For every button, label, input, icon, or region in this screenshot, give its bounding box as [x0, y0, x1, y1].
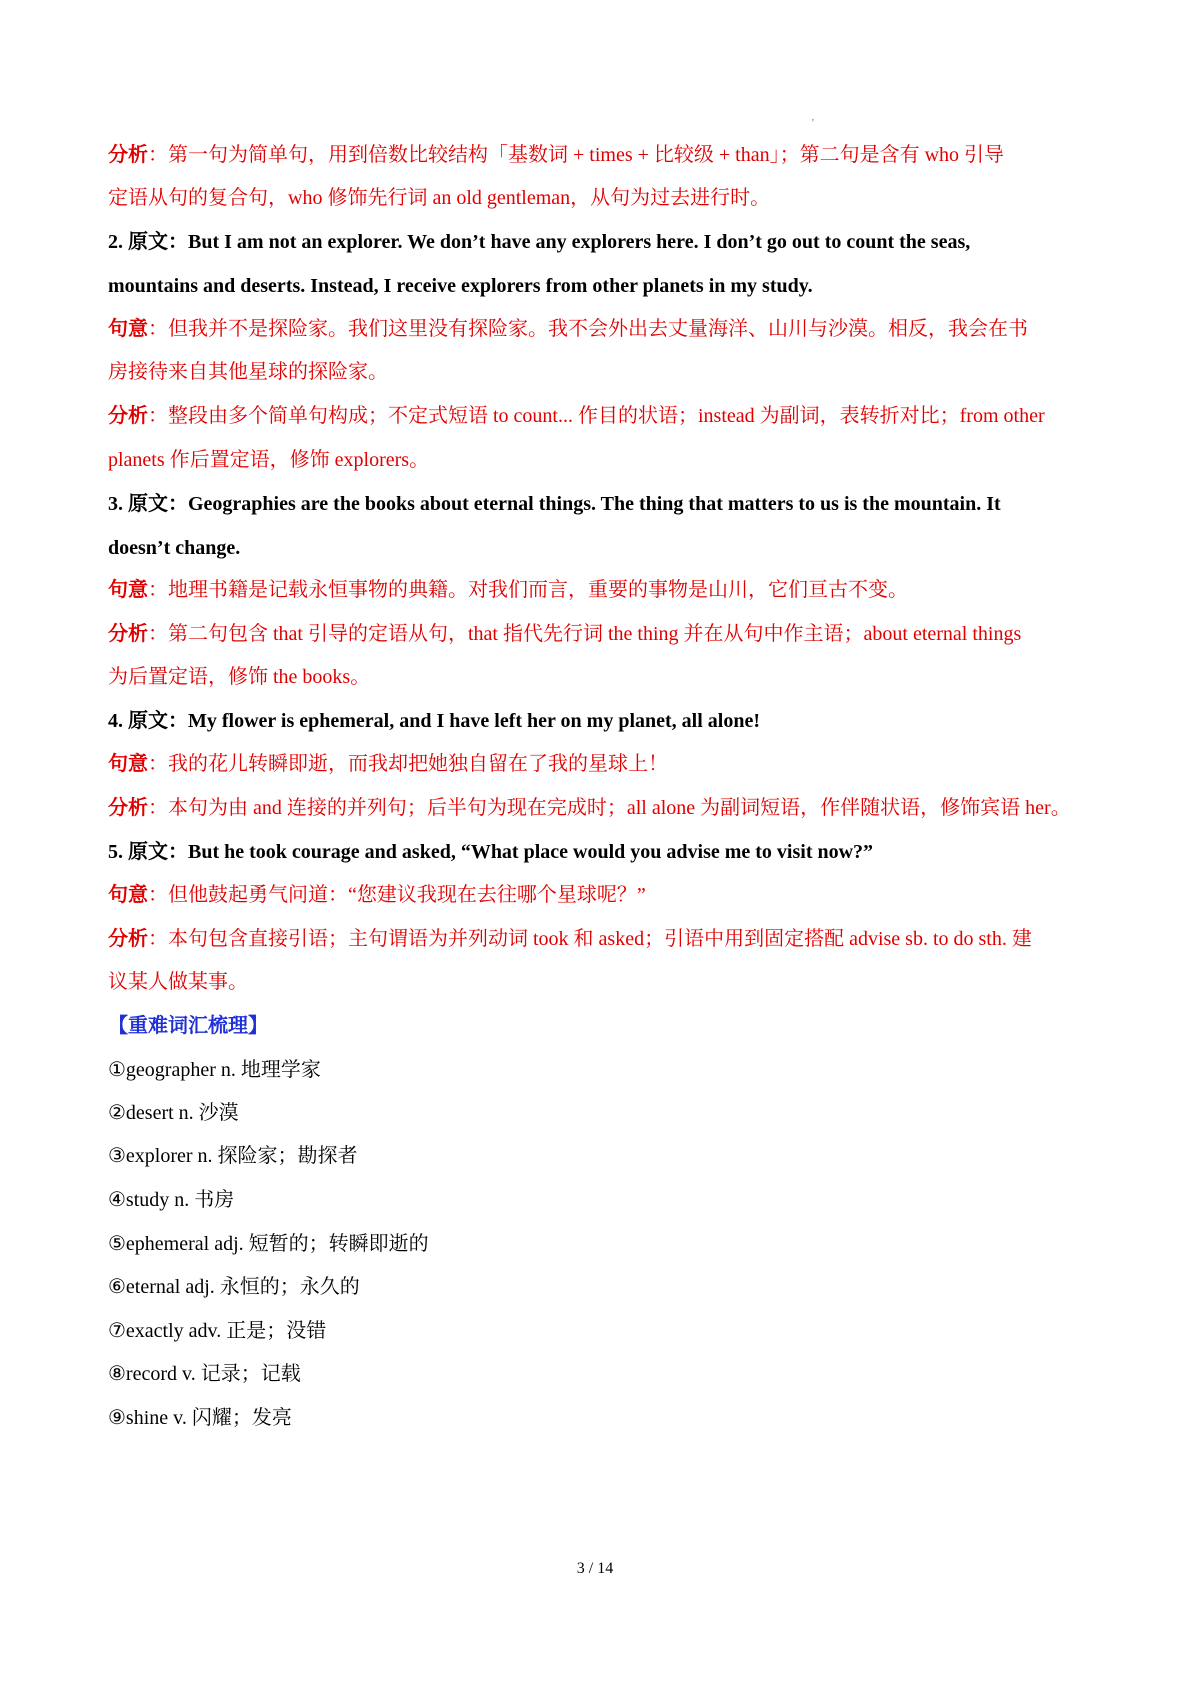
analysis-5: 分析：本句包含直接引语；主句谓语为并列动词 took 和 asked；引语中用到固定搭配 advise sb. to do sth. 建	[108, 928, 1032, 950]
vocab-item: ⑤ephemeral adj. 短暂的；转瞬即逝的	[108, 1233, 429, 1255]
meaning-4: 句意：我的花儿转瞬即逝，而我却把她独自留在了我的星球上！	[108, 753, 668, 775]
vocab-item: ⑧record v. 记录；记载	[108, 1363, 301, 1385]
vocab-item: ④study n. 书房	[108, 1189, 235, 1211]
vocab-item: ②desert n. 沙漠	[108, 1102, 239, 1124]
page-number: 3 / 14	[576, 1560, 614, 1577]
analysis-line-1-cont: 定语从句的复合句，who 修饰先行词 an old gentleman，从句为过去进行时。	[108, 187, 771, 209]
meaning-2-cont: 房接待来自其他星球的探险家。	[108, 361, 388, 383]
meaning-2: 句意：但我并不是探险家。我们这里没有探险家。我不会外出去丈量海洋、山川与沙漠。相反，我会在书	[108, 318, 1028, 340]
meaning-5: 句意：但他鼓起勇气问道：“您建议我现在去往哪个星球呢？”	[108, 884, 646, 906]
meaning-3: 句意：地理书籍是记载永恒事物的典籍。对我们而言，重要的事物是山川，它们亘古不变。	[108, 579, 908, 601]
analysis-line-1: 分析：第一句为简单句，用到倍数比较结构「基数词 + times + 比较级 + than」；第二句是含有 who 引导	[108, 144, 1005, 166]
original-3-cont: doesn’t change.	[108, 537, 241, 559]
vocab-item: ①geographer n. 地理学家	[108, 1059, 321, 1081]
analysis-3: 分析：第二句包含 that 引导的定语从句，that 指代先行词 the thing 并在从句中作主语；about eternal things	[108, 623, 1022, 645]
original-3: 3. 原文：Geographies are the books about eternal things. The thing that matters to us is the mountain. It	[108, 493, 1001, 515]
original-5: 5. 原文：But he took courage and asked, “What place would you advise me to visit now?”	[108, 841, 874, 863]
scan-mark: '	[812, 118, 814, 129]
analysis-5-cont: 议某人做某事。	[108, 971, 248, 993]
vocab-item: ⑥eternal adj. 永恒的；永久的	[108, 1276, 360, 1298]
original-4: 4. 原文：My flower is ephemeral, and I have left her on my planet, all alone!	[108, 710, 760, 732]
original-2: 2. 原文：But I am not an explorer. We don’t have any explorers here. I don’t go out to count the seas,	[108, 231, 971, 253]
analysis-3-cont: 为后置定语，修饰 the books。	[108, 666, 371, 688]
vocab-item: ③explorer n. 探险家；勘探者	[108, 1145, 358, 1167]
original-2-cont: mountains and deserts. Instead, I receive explorers from other planets in my study.	[108, 275, 813, 297]
analysis-2: 分析：整段由多个简单句构成；不定式短语 to count... 作目的状语；instead 为副词，表转折对比；from other	[108, 405, 1045, 427]
analysis-4: 分析：本句为由 and 连接的并列句；后半句为现在完成时；all alone 为副词短语，作伴随状语，修饰宾语 her。	[108, 797, 1071, 819]
vocab-item: ⑦exactly adv. 正是；没错	[108, 1320, 327, 1342]
section-heading: 【重难词汇梳理】	[108, 1015, 268, 1037]
vocab-item: ⑨shine v. 闪耀；发亮	[108, 1407, 292, 1429]
analysis-2-cont: planets 作后置定语，修饰 explorers。	[108, 449, 430, 471]
